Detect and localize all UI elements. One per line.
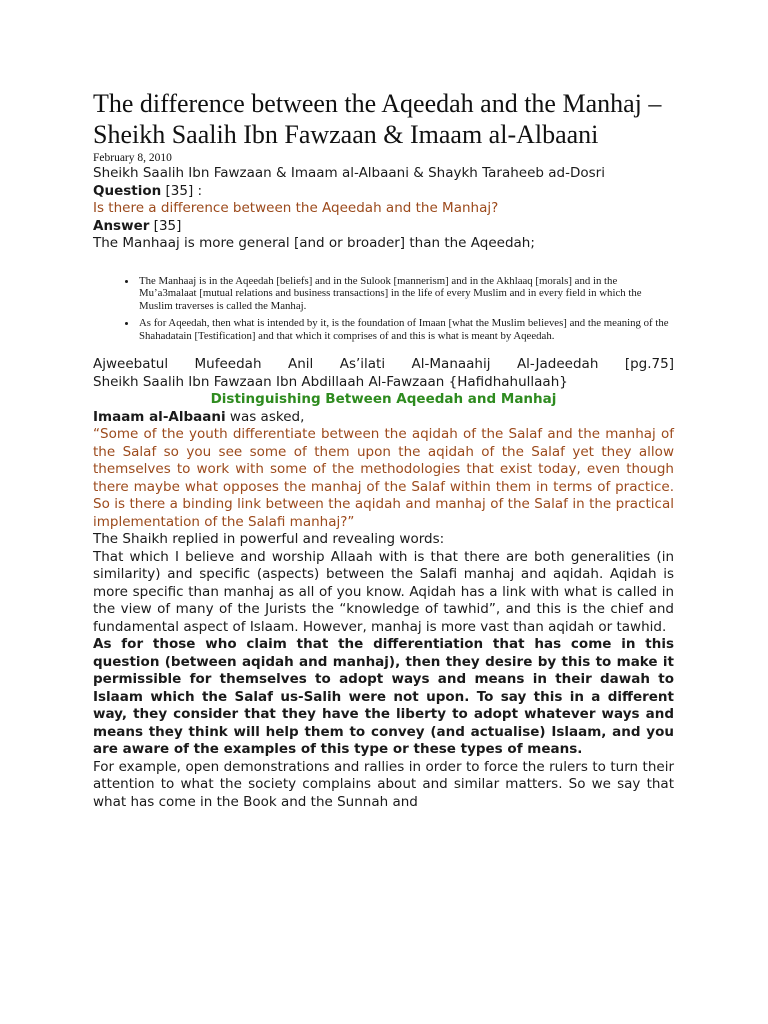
list-item: • The Manhaaj is in the Aqeedah [beliefs] and in the Sulook [mannerism] and in the Akhlaaq [morals] and in the Mu’a3malaat [mutual relations and business transactions] in the life of every Muslim and in every field in which the Muslim traverses is called the Manhaj.	[137, 275, 674, 313]
shaikh-replied: The Shaikh replied in powerful and revealing words:	[93, 531, 445, 548]
list-item: • As for Aqeedah, then what is intended by it, is the foundation of Imaan [what the Muslim believes] and the meaning of the Shahadatain [Testification] and that which it comprises of and this is what is meant by Aqeedah.	[137, 317, 674, 342]
answer-bullet-list	[93, 275, 674, 343]
reply-paragraph: For example, open demonstrations and rallies in order to force the rulers to turn their attention to what the society complains about and similar matters. So we say that what has come in the Book and the Sunnah and	[93, 758, 674, 810]
article-date: February 8, 2010	[93, 152, 172, 164]
article-title: The difference between the Aqeedah and the Manhaj – Sheikh Saalih Ibn Fawzaan & Imaam al-Albaani	[93, 89, 662, 149]
answer-label-line	[93, 218, 674, 236]
question-label-line	[93, 183, 674, 201]
reference-line: Sheikh Saalih Ibn Fawzaan Ibn Abdillaah Al-Fawzaan {Hafidhahullaah}	[93, 373, 568, 390]
article-authors: Sheikh Saalih Ibn Fawzaan & Imaam al-Albaani & Shaykh Taraheeb ad-Dosri	[93, 165, 605, 181]
albaani-asked: was asked,	[225, 408, 305, 425]
reference-line: Ajweebatul Mufeedah Anil As’ilati Al-Manaahij Al-Jadeedah [pg.75]	[93, 356, 674, 373]
answer-number: [35]	[149, 217, 182, 234]
answer-label: Answer	[93, 217, 150, 234]
reply-paragraph: That which I believe and worship Allaah with is that there are both generalities (in similarity) and specific (aspects) between the Salafi manhaj and aqidah. Aqidah is more specific than manhaj as all of you know. Aqidah has a link with what is called in the view of many of the Jurists the “knowledge of tawhid”, and this is the chief and fundamental aspect of Islaam. However, manhaj is more vast than aqidah or tawhid.	[93, 548, 674, 635]
question-text: Is there a difference between the Aqeedah and the Manhaj?	[93, 200, 499, 216]
albaani-asked-line	[93, 409, 674, 427]
reply-bold-paragraph: As for those who claim that the differentiation that has come in this question (between aqidah and manhaj), then they desire by this to make it permissible for themselves to adopt ways and means in their dawah to Islaam which the Salaf us-Salih were not upon. To say this in a different way, they consider that they have the liberty to adopt whatever ways and means they think will help them to convey (and actualise) Islaam, and you are aware of the examples of this type or these types of means.	[93, 636, 674, 758]
albaani-question: “Some of the youth differentiate between the aqidah of the Salaf and the manhaj of the Salaf so you see some of them upon the aqidah of the Salaf yet they allow themselves to work with some of the methodologies that exist today, even though there maybe what opposes the manhaj of the Salaf within them in terms of practice. So is there a binding link between the aqidah and manhaj of the Salaf in the practical implementation of the Salafi manhaj?”	[93, 426, 674, 530]
question-number: [35] :	[161, 182, 203, 199]
reference	[93, 356, 674, 391]
question-label: Question	[93, 182, 162, 199]
section-heading: Distinguishing Between Aqeedah and Manhaj	[210, 391, 557, 408]
answer-intro: The Manhaaj is more general [and or broader] than the Aqeedah;	[93, 235, 535, 251]
albaani-name: Imaam al-Albaani	[93, 408, 226, 425]
